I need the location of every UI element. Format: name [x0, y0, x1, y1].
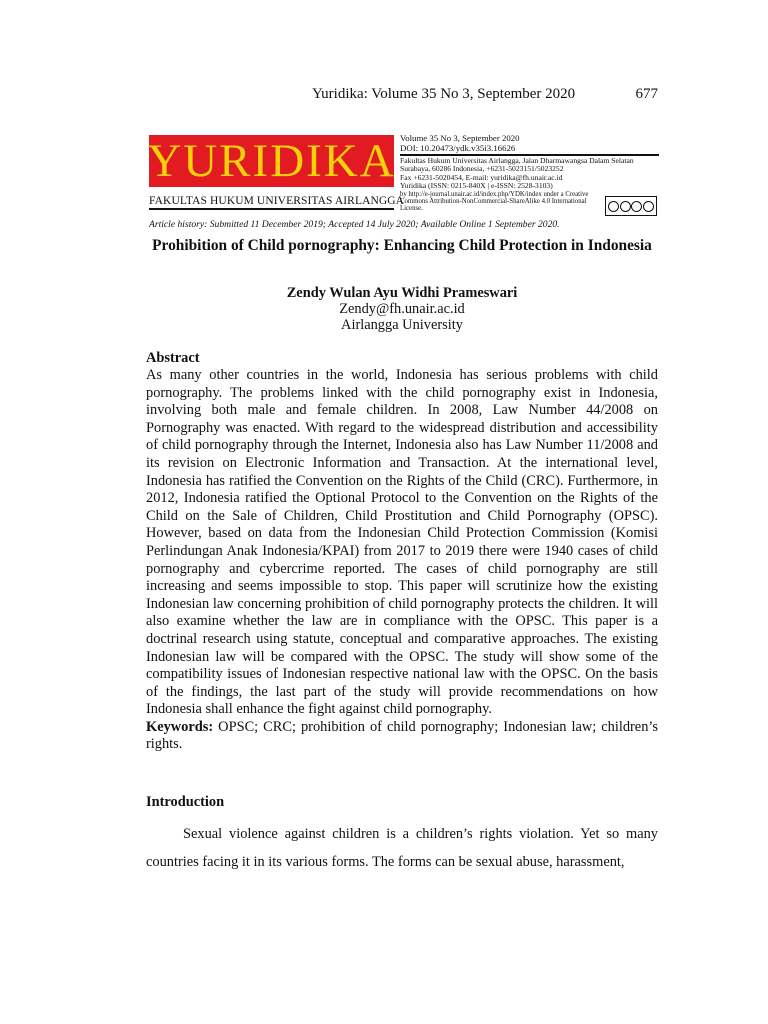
- volume-line: Volume 35 No 3, September 2020: [400, 133, 520, 143]
- keywords: [146, 719, 658, 754]
- license-text: by http://e-journal.unair.ac.id/index.php/YDK/index under a Creative Commons Attribution-NonCommercial-ShareAlike 4.0 International License.: [400, 190, 589, 213]
- abstract-section: [146, 350, 658, 754]
- keywords-list: OPSC; CRC; prohibition of child pornography; Indonesian law; children’s rights.: [146, 718, 658, 753]
- author-block: [146, 285, 658, 333]
- faculty-name: FAKULTAS HUKUM UNIVERSITAS AIRLANGGA: [149, 195, 394, 210]
- abstract-heading: Abstract: [146, 350, 200, 366]
- journal-citation: Yuridika: Volume 35 No 3, September 2020: [312, 86, 576, 102]
- introduction-text: Sexual violence against children is a children’s rights violation. Yet so many countries facing it in its various forms. The forms can be sexual abuse, harassment,: [146, 826, 658, 870]
- keywords-label: Keywords:: [146, 718, 214, 735]
- journal-logo-text: YURIDIKA: [147, 134, 396, 187]
- article-history: Article history: Submitted 11 December 2019; Accepted 14 July 2020; Available Online 1 September 2020.: [149, 219, 560, 230]
- contact-line: Fax +6231-5020454, E-mail: yuridika@fh.unair.ac.id: [400, 172, 563, 182]
- page-number: 677: [635, 86, 658, 102]
- journal-logo: [149, 135, 394, 187]
- address-line: Surabaya, 60286 Indonesia, +6231-5023151/5023252: [400, 164, 564, 174]
- creative-commons-icon: [605, 196, 657, 216]
- address-line: Fakultas Hukum Universitas Airlangga, Jalan Dharmawangsa Dalam Selatan: [400, 156, 634, 165]
- journal-masthead: [149, 133, 659, 221]
- abstract-text: As many other countries in the world, Indonesia has serious problems with child pornography. The problems linked with the child pornography exist in Indonesia, involving both male and female children. In 2008, Law Number 44/2008 on Pornography was enacted. With regard to the widespread distribution and accessibility of child pornography through the Internet, Indonesia also has Law Number 11/2008 and its revision on Electronic Information and Transaction. At the international level, Indonesia has ratified the Convention on the Rights of the Child (CRC). Furthermore, in 2012, Indonesia ratified the Optional Protocol to the Convention on the Rights of the Child on the Sale of Children, Child Prostitution and Child Pornography (OPSC). However, based on data from the Indonesian Child Protection Commission (Komisi Perlindungan Anak Indonesia/KPAI) from 2017 to 2019 there were 1940 cases of child pornography and cybercrime reported. The cases of child pornography are still increasing and seems impossible to stop. This paper will scrutinize how the existing Indonesian law concerning prohibition of child pornography protects the children. It will also examine whether the law are in compliance with the OPSC. This paper is a doctrinal research using statute, conceptual and comparative approaches. The existing Indonesian law will be compared with the OPSC. The study will show some of the compatibility issues of Indonesian respective national law with the OPSC. On the basis of the findings, the last part of the study will provide recommendations on how Indonesia shall enhance the fight against child pornography.: [146, 367, 658, 718]
- author-name: Zendy Wulan Ayu Widhi Prameswari: [286, 285, 518, 301]
- article-title: Prohibition of Child pornography: Enhancing Child Protection in Indonesia: [152, 237, 652, 254]
- doi-line: DOI: 10.20473/ydk.v35i3.16626: [400, 143, 516, 153]
- issn-line: Yuridika (ISSN: 0215-840X | e-ISSN: 2528-3103): [400, 181, 553, 191]
- author-email: Zendy@fh.unair.ac.id: [339, 301, 465, 317]
- running-head: [312, 86, 658, 103]
- introduction-heading: Introduction: [146, 794, 225, 810]
- author-affiliation: Airlangga University: [341, 317, 463, 333]
